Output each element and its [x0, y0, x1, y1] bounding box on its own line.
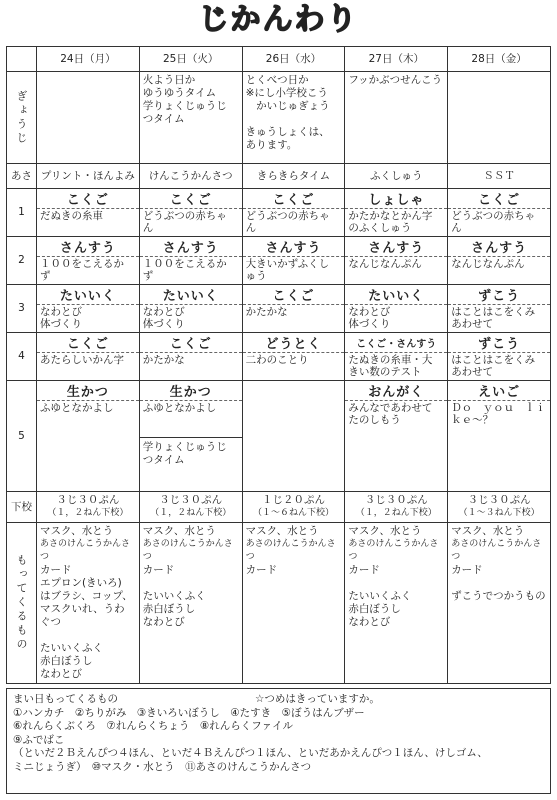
lesson-cell	[448, 237, 551, 285]
lesson-cell	[37, 189, 140, 237]
lesson-content	[243, 257, 345, 283]
dismissal-cell	[139, 492, 242, 523]
event-line: とくべつ日か	[245, 74, 309, 86]
lesson-line: どうぶつの赤ちゃ	[451, 210, 536, 222]
bring-label-text: もってくるもの	[15, 554, 28, 652]
lesson-cell	[37, 237, 140, 285]
bring-line: ぐつ	[40, 616, 61, 628]
subject-name: さんすう	[37, 237, 139, 257]
lesson-line: あわせて	[451, 318, 494, 330]
bring-line: マスク、水とう	[348, 525, 422, 537]
subject-name: おんがく	[345, 381, 447, 401]
bring-line: なわとび	[40, 668, 82, 680]
period-row	[7, 381, 551, 492]
lesson-content	[140, 401, 242, 415]
lesson-content	[140, 305, 242, 331]
lesson-cell	[345, 333, 448, 381]
dismissal-cell	[242, 492, 345, 523]
lesson-cell	[37, 381, 140, 492]
lesson-content	[243, 353, 345, 367]
lesson-line: 二わのことり	[245, 354, 309, 366]
bring-line: なわとび	[348, 616, 391, 628]
lesson-cell	[242, 189, 345, 237]
lesson-line: ず	[142, 270, 154, 282]
dismissal-note: （１～６ねん下校）	[252, 508, 334, 518]
bring-line: あさのけんこうかんさつ	[40, 539, 131, 562]
bring-cell	[242, 523, 345, 684]
lesson-cell	[448, 285, 551, 333]
lesson-content	[345, 353, 447, 379]
morning-cell: けんこうかんさつ	[139, 164, 242, 189]
day-header: 25日（火）	[139, 47, 242, 72]
day-header: 28日（金）	[448, 47, 551, 72]
extra-activity	[140, 437, 242, 470]
bring-cell	[139, 523, 242, 684]
daily-item-line: ⑥れんらくぶくろ ⑦れんらくちょう ⑧れんらくファイル	[13, 720, 294, 732]
lesson-cell	[242, 333, 345, 381]
lesson-line: きい数のテスト	[348, 366, 422, 378]
lesson-line: ん	[142, 222, 154, 234]
lesson-content	[243, 305, 345, 319]
bring-line: ずこうでつかうもの	[451, 590, 546, 602]
lesson-line: だぬきの糸車	[40, 210, 103, 222]
lesson-content	[37, 305, 139, 331]
day-header: 27日（木）	[345, 47, 448, 72]
lesson-line: なんじなんぷん	[451, 258, 525, 270]
events-cell	[448, 72, 551, 164]
daily-item-line: ⑨ふでばこ	[13, 733, 65, 746]
subject-name: どうとく	[243, 333, 345, 353]
bring-line: カード	[245, 564, 278, 576]
period-number: 3	[7, 285, 37, 333]
events-cell	[345, 72, 448, 164]
lesson-content	[448, 305, 550, 331]
subject-name: こくご・さんすう	[345, 333, 447, 353]
lesson-line: ふゆとなかよし	[40, 402, 114, 414]
lesson-line: かたかな	[142, 354, 185, 366]
bring-line	[348, 577, 444, 590]
lesson-cell	[448, 189, 551, 237]
lesson-line: なわとび	[348, 306, 391, 318]
dismissal-time: ３じ３０ぷん	[364, 494, 428, 506]
subject-name: さんすう	[345, 237, 447, 257]
bring-line: カード	[451, 564, 483, 576]
lesson-line: 体づくり	[142, 318, 185, 330]
lesson-cell	[345, 189, 448, 237]
subject-name: さんすう	[140, 237, 242, 257]
events-cell	[242, 72, 345, 164]
extra-line: つタイム	[142, 454, 185, 466]
nail-note: ☆つめはきっていますか。	[255, 693, 380, 705]
morning-cell: きらきらタイム	[242, 164, 345, 189]
lesson-cell	[448, 381, 551, 492]
morning-row	[7, 164, 551, 189]
bring-line: なわとび	[142, 616, 185, 628]
bring-line: あさのけんこうかんさつ	[451, 539, 542, 562]
bring-line	[143, 577, 239, 590]
lesson-line: たのしもう	[348, 414, 401, 426]
dismissal-cell	[345, 492, 448, 523]
period-row	[7, 189, 551, 237]
lesson-line: ゅう	[245, 270, 267, 282]
period-number: 2	[7, 237, 37, 285]
bring-cell	[448, 523, 551, 684]
lesson-content	[37, 401, 139, 415]
event-line: 火よう日か	[142, 74, 196, 86]
event-line: あります。	[245, 139, 298, 151]
subject-name: こくご	[243, 285, 345, 305]
bring-line: たいいくふく	[142, 590, 206, 602]
event-line: 学りょくじゅうじ	[142, 100, 227, 112]
lesson-content	[243, 209, 345, 235]
subject-name: こくご	[37, 189, 139, 209]
subject-name: たいいく	[140, 285, 242, 305]
subject-name: さんすう	[243, 237, 345, 257]
lesson-content	[448, 257, 550, 271]
timetable	[6, 46, 551, 684]
bring-line	[451, 577, 547, 590]
bring-line: カード	[40, 564, 72, 576]
bring-label	[7, 523, 37, 684]
lesson-line: ず	[40, 270, 51, 282]
event-line: つタイム	[142, 113, 185, 125]
daily-items-box	[6, 688, 551, 794]
bring-line: 赤白ぼうし	[40, 655, 93, 667]
lesson-line: あわせて	[451, 366, 494, 378]
bring-line: エプロン(きいろ)	[40, 577, 122, 589]
lesson-cell	[139, 381, 242, 492]
event-line: ※にし小学校こう	[245, 87, 328, 99]
bring-cell	[37, 523, 140, 684]
events-row	[7, 72, 551, 164]
lesson-line: はことはこをくみ	[451, 354, 536, 366]
lesson-line: のふくしゅう	[348, 222, 412, 234]
lesson-line: なわとび	[142, 306, 185, 318]
day-header: 24日（月）	[37, 47, 140, 72]
lesson-cell	[139, 333, 242, 381]
lesson-line: たぬきの糸車・大	[348, 354, 433, 366]
lesson-content	[345, 257, 447, 271]
bring-cell	[345, 523, 448, 684]
extra-line: 学りょくじゅうじ	[142, 441, 227, 453]
period-row	[7, 333, 551, 381]
dismissal-note: （１，２ねん下校）	[150, 508, 232, 518]
lesson-content	[140, 353, 242, 367]
lesson-line: どうぶつの赤ちゃ	[245, 210, 330, 222]
bring-line: たいいくふく	[348, 590, 412, 602]
daily-item-line: ミニじょうぎ） ⑩マスク・水とう ⑪あさのけんこうかんさつ	[13, 760, 312, 773]
lesson-content	[448, 209, 550, 235]
subject-name: こくご	[37, 333, 139, 353]
lesson-line: どうぶつの赤ちゃ	[142, 210, 227, 222]
lesson-cell	[139, 285, 242, 333]
corner-cell	[7, 47, 37, 72]
lesson-line: かたかな	[245, 306, 288, 318]
morning-cell: プリント・ほんよみ	[37, 164, 140, 189]
bring-line: はブラシ、コップ、	[40, 590, 133, 602]
bring-line: マスク、水とう	[245, 525, 319, 537]
dismissal-time: ３じ３０ぷん	[159, 494, 223, 506]
lesson-content	[448, 401, 550, 427]
lesson-cell	[345, 381, 448, 492]
lesson-cell	[37, 333, 140, 381]
subject-name: えいご	[448, 381, 550, 401]
bring-line: たいいくふく	[40, 642, 103, 654]
lesson-line: ふゆとなかよし	[142, 402, 217, 414]
lesson-line: 体づくり	[348, 318, 391, 330]
lesson-cell	[139, 189, 242, 237]
subject-name: こくご	[448, 189, 550, 209]
subject-name: こくご	[140, 333, 242, 353]
dismissal-row	[7, 492, 551, 523]
dismissal-cell	[448, 492, 551, 523]
bring-line: マスク、水とう	[40, 525, 114, 537]
dismissal-cell	[37, 492, 140, 523]
subject-name: たいいく	[37, 285, 139, 305]
event-line: ゆうゆうタイム	[142, 87, 217, 99]
lesson-line: 大きいかずふくし	[245, 258, 330, 270]
lesson-cell	[448, 333, 551, 381]
lesson-content	[345, 401, 447, 427]
lesson-line: 体づくり	[40, 318, 82, 330]
dismissal-label: 下校	[7, 492, 37, 523]
events-cell	[37, 72, 140, 164]
subject-name: こくご	[243, 189, 345, 209]
empty-subject	[243, 381, 345, 391]
event-line: フッかぶつせんこう	[348, 74, 443, 86]
subject-name: 生かつ	[37, 381, 139, 401]
subject-name: 生かつ	[140, 381, 242, 401]
subject-name: しょしゃ	[345, 189, 447, 209]
lesson-line: １００をこえるか	[142, 258, 227, 270]
lesson-line: なわとび	[40, 306, 82, 318]
bring-line: マスク、水とう	[142, 525, 216, 537]
dismissal-time: １じ２０ぷん	[261, 494, 325, 506]
lesson-content	[140, 257, 242, 283]
subject-name: こくご	[140, 189, 242, 209]
lesson-line: はことはこをくみ	[451, 306, 536, 318]
period-number: 4	[7, 333, 37, 381]
bring-line: マスクいれ、うわ	[40, 603, 125, 615]
lesson-cell	[345, 285, 448, 333]
dismissal-time: ３じ３０ぷん	[56, 494, 120, 506]
daily-item-line: ①ハンカチ ②ちりがみ ③きいろいぼうし ④たすき ⑤ぼうはんブザー	[13, 706, 365, 719]
lesson-line: かたかなとかん字	[348, 210, 433, 222]
subject-name: ずこう	[448, 333, 550, 353]
lesson-content	[37, 209, 139, 223]
morning-label: あさ	[7, 164, 37, 189]
dismissal-note: （１，２ねん下校）	[47, 508, 129, 518]
dismissal-time: ３じ３０ぷん	[467, 494, 531, 506]
dismissal-note: （１，２ねん下校）	[355, 508, 437, 518]
lesson-content	[37, 257, 139, 283]
bring-line: あさのけんこうかんさつ	[142, 539, 233, 562]
lesson-cell	[345, 237, 448, 285]
lesson-cell	[37, 285, 140, 333]
daily-items-title: まい日もってくるもの	[13, 693, 118, 705]
lesson-line: ん	[451, 222, 462, 234]
day-header: 26日（水）	[242, 47, 345, 72]
bring-line: 赤白ぼうし	[142, 603, 196, 615]
bring-line	[40, 629, 136, 642]
bring-row	[7, 523, 551, 684]
lesson-content	[37, 353, 139, 367]
lesson-cell	[242, 285, 345, 333]
lesson-line: あたらしいかん字	[40, 354, 124, 366]
subject-name: さんすう	[448, 237, 550, 257]
event-line: かいじゅぎょう	[245, 100, 330, 112]
events-label-text: ぎょうじ	[15, 89, 28, 146]
lesson-line: ｋｅ～？	[451, 414, 494, 426]
lesson-content	[243, 391, 345, 393]
bring-line: カード	[142, 564, 175, 576]
bring-line: あさのけんこうかんさつ	[348, 539, 439, 562]
period-row	[7, 237, 551, 285]
event-line	[246, 113, 342, 126]
events-label	[7, 72, 37, 164]
subject-name: たいいく	[345, 285, 447, 305]
lesson-cell	[242, 237, 345, 285]
lesson-cell	[139, 237, 242, 285]
morning-cell: ふくしゅう	[345, 164, 448, 189]
subject-name: ずこう	[448, 285, 550, 305]
lesson-content	[345, 209, 447, 235]
bring-line: カード	[348, 564, 380, 576]
bring-line: あさのけんこうかんさつ	[245, 539, 336, 562]
bring-line: マスク、水とう	[451, 525, 525, 537]
period-number: 1	[7, 189, 37, 237]
header-row	[7, 47, 551, 72]
event-line: きゅうしょくは、	[245, 126, 330, 138]
daily-item-line: （といだ２Ｂえんぴつ４ほん、といだ４Ｂえんぴつ１ほん、といだあかえんぴつ１ほん、けしゴム、	[13, 747, 488, 759]
page-title: じかんわり	[198, 2, 359, 37]
period-number: 5	[7, 381, 37, 492]
lesson-content	[448, 353, 550, 379]
lesson-line: なんじなんぷん	[348, 258, 422, 270]
morning-cell: ＳＳＴ	[448, 164, 551, 189]
lesson-line: みんなであわせて	[348, 402, 433, 414]
lesson-cell	[242, 381, 345, 492]
period-row	[7, 285, 551, 333]
lesson-line: １００をこえるか	[40, 258, 124, 270]
lesson-content	[345, 305, 447, 331]
lesson-line: ん	[245, 222, 257, 234]
events-cell	[139, 72, 242, 164]
lesson-line: Ｄｏ ｙｏｕ ｌｉ	[451, 402, 546, 414]
bring-line: 赤白ぼうし	[348, 603, 401, 615]
lesson-content	[140, 209, 242, 235]
dismissal-note: （１～３ねん下校）	[458, 508, 540, 518]
